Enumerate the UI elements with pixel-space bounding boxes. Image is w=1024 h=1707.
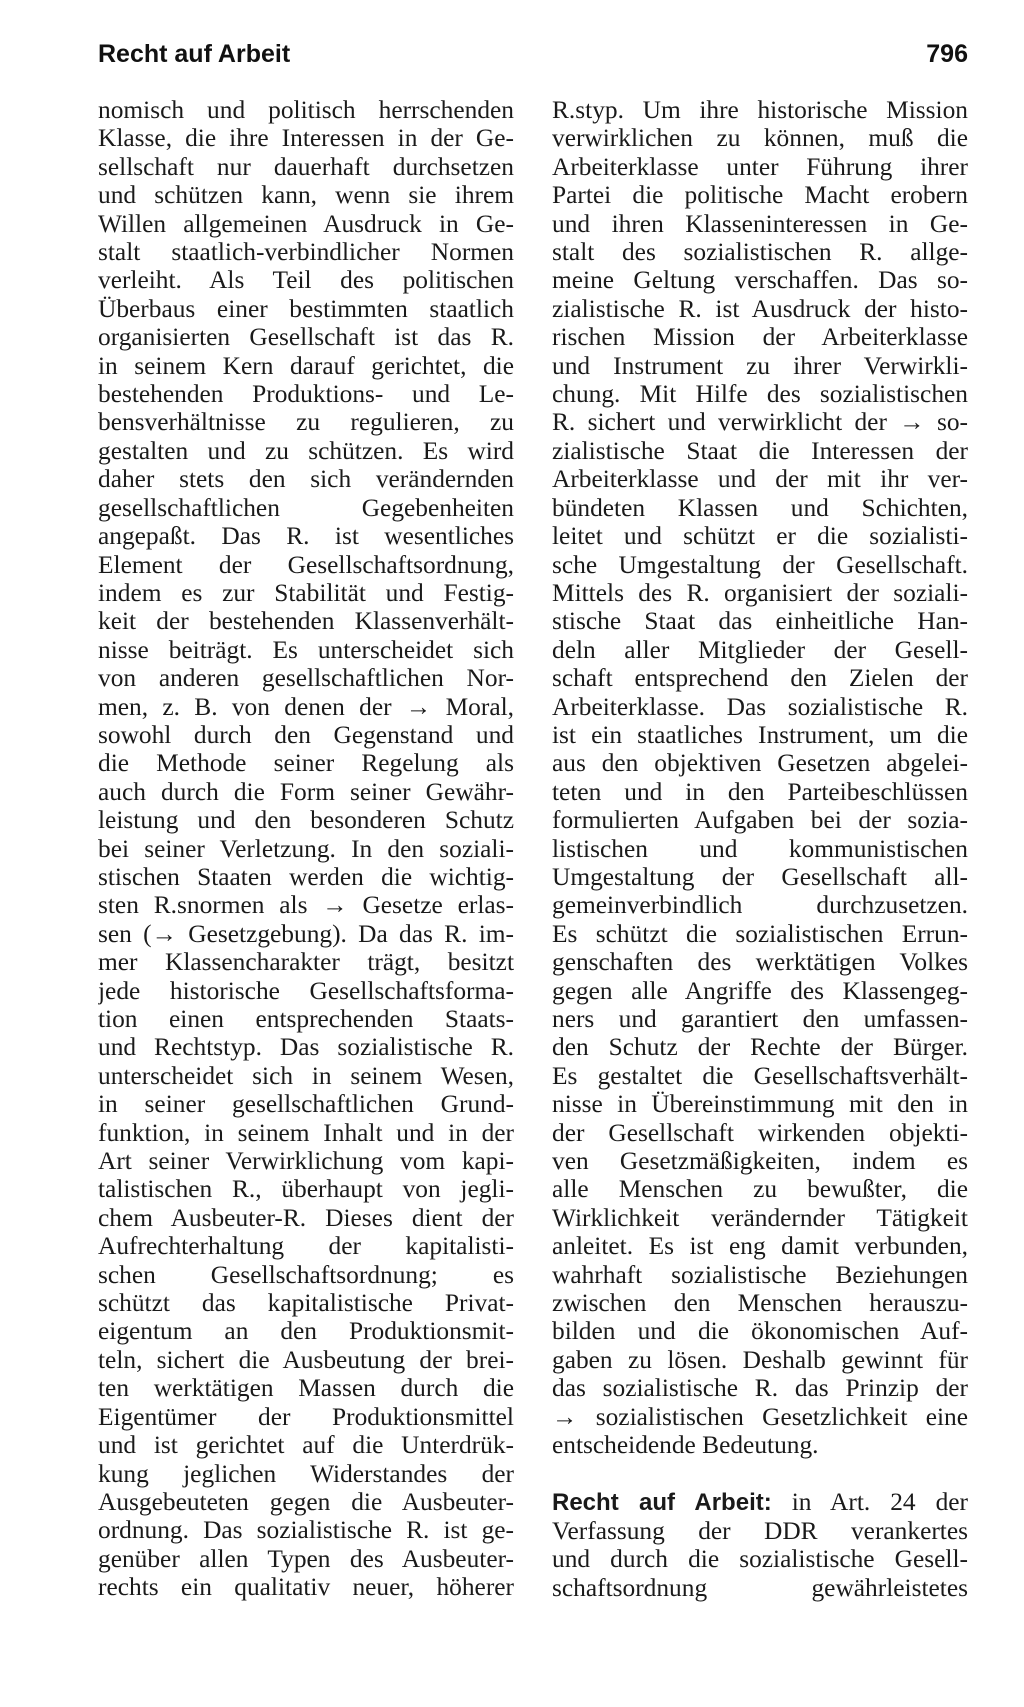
text-line: sten R.snormen als → Gesetze erlas- <box>98 891 514 920</box>
text-line: die Methode seiner Regelung als <box>98 749 514 778</box>
text-line: und Rechtstyp. Das sozialistische R. <box>98 1033 514 1062</box>
text-line: nisse in Übereinstimmung mit den in <box>552 1090 968 1119</box>
text-line: ist ein staatliches Instrument, um die <box>552 720 968 749</box>
text-line: verleiht. Als Teil des politischen <box>98 266 514 295</box>
text-line: auch durch die Form seiner Gewähr- <box>98 777 514 806</box>
right-column-text <box>552 96 968 1460</box>
right-column <box>552 96 968 1602</box>
text-line: meine Geltung verschaffen. Das so- <box>552 266 968 295</box>
text-line: stische Staat das einheitliche Han- <box>552 607 968 636</box>
text-line: indem es zur Stabilität und Festig- <box>98 578 514 607</box>
text-line: organisierten Gesellschaft ist das R. <box>98 323 514 352</box>
text-line: alle Menschen zu bewußter, die <box>552 1175 968 1204</box>
text-line: chung. Mit Hilfe des sozialistischen <box>552 380 968 409</box>
text-line: angepaßt. Das R. ist wesentliches <box>98 522 514 551</box>
text-line: eigentum an den Produktionsmit- <box>98 1317 514 1346</box>
text-line: zwischen den Menschen herauszu- <box>552 1289 968 1318</box>
text-line: sellschaft nur dauerhaft durchsetzen <box>98 152 514 181</box>
text-line: nomisch und politisch herrschenden <box>98 96 514 124</box>
text-line: gaben zu lösen. Deshalb gewinnt für <box>552 1345 968 1374</box>
text-line: mer Klassencharakter trägt, besitzt <box>98 948 514 977</box>
entry-first-line <box>552 1488 968 1517</box>
text-line: anleitet. Es ist eng damit verbunden, <box>552 1232 968 1261</box>
text-line: bensverhältnisse zu regulieren, zu <box>98 408 514 437</box>
text-line: ven Gesetzmäßigkeiten, indem es <box>552 1147 968 1176</box>
text-line: Art seiner Verwirklichung vom kapi- <box>98 1147 514 1176</box>
text-line: Überbaus einer bestimmten staatlich <box>98 294 514 323</box>
text-line: kung jeglichen Widerstandes der <box>98 1459 514 1488</box>
text-line: bilden und die ökonomischen Auf- <box>552 1317 968 1346</box>
entry-line: Verfassung der DDR verankertes <box>552 1516 968 1545</box>
text-line: stischen Staaten werden die wichtig- <box>98 862 514 891</box>
text-line: bündeten Klassen und Schichten, <box>552 493 968 522</box>
text-line: ordnung. Das sozialistische R. ist ge- <box>98 1516 514 1545</box>
entry-text: in Art. 24 der <box>771 1487 968 1516</box>
text-line: funktion, in seinem Inhalt und in der <box>98 1118 514 1147</box>
text-line: Eigentümer der Produktionsmittel <box>98 1402 514 1431</box>
text-line: bestehenden Produktions- und Le- <box>98 380 514 409</box>
text-line: von anderen gesellschaftlichen Nor- <box>98 664 514 693</box>
entry-term: Recht auf Arbeit: <box>552 1488 772 1516</box>
text-line: gesellschaftlichen Gegebenheiten <box>98 493 514 522</box>
text-line: gegen alle Angriffe des Klassengeg- <box>552 976 968 1005</box>
text-line: zialistische Staat die Interessen der <box>552 436 968 465</box>
text-line: und schützen kann, wenn sie ihrem <box>98 181 514 210</box>
text-line: tion einen entsprechenden Staats- <box>98 1005 514 1033</box>
text-line: stalt staatlich-verbindlicher Normen <box>98 238 514 267</box>
text-line: formulierten Aufgaben bei der sozia- <box>552 806 968 835</box>
entry-gap <box>552 1460 968 1488</box>
text-line: daher stets den sich verändernden <box>98 465 514 494</box>
next-entry <box>552 1488 968 1603</box>
text-line: Aufrechterhaltung der kapitalisti- <box>98 1232 514 1261</box>
text-line: gemeinverbindlich durchzusetzen. <box>552 891 968 920</box>
text-line: in seinem Kern darauf gerichtet, die <box>98 351 514 380</box>
entry-line: schaftsordnung gewährleistetes <box>552 1573 968 1602</box>
text-line: rechts ein qualitativ neuer, höherer <box>98 1573 514 1602</box>
text-line: Ausgebeuteten gegen die Ausbeuter- <box>98 1487 514 1516</box>
text-line: schaft entsprechend den Zielen der <box>552 664 968 693</box>
text-line: schützt das kapitalistische Privat- <box>98 1289 514 1318</box>
entry-line: und durch die sozialistische Gesell- <box>552 1545 968 1574</box>
text-line: men, z. B. von denen der → Moral, <box>98 692 514 721</box>
text-line: unterscheidet sich in seinem Wesen, <box>98 1061 514 1090</box>
left-column <box>98 96 514 1602</box>
text-line: Es gestaltet die Gesellschaftsverhält- <box>552 1061 968 1090</box>
text-line: sche Umgestaltung der Gesellschaft. <box>552 550 968 579</box>
text-line: teln, sichert die Ausbeutung der brei- <box>98 1345 514 1374</box>
page-header <box>98 40 968 80</box>
text-line: Klasse, die ihre Interessen in der Ge- <box>98 124 514 153</box>
text-line: schen Gesellschaftsordnung; es <box>98 1260 514 1289</box>
text-line: deln aller Mitglieder der Gesell- <box>552 635 968 664</box>
text-line: Willen allgemeinen Ausdruck in Ge- <box>98 209 514 238</box>
text-line: rischen Mission der Arbeiterklasse <box>552 323 968 352</box>
running-head: Recht auf Arbeit <box>98 40 291 68</box>
text-line: Mittels des R. organisiert der soziali- <box>552 578 968 607</box>
text-line: genschaften des werktätigen Volkes <box>552 948 968 977</box>
text-line: R.styp. Um ihre historische Mission <box>552 96 968 124</box>
text-line: entscheidende Bedeutung. <box>552 1431 819 1460</box>
page-number: 796 <box>926 40 968 68</box>
text-line: keit der bestehenden Klassenverhält- <box>98 607 514 636</box>
text-line: in seiner gesellschaftlichen Grund- <box>98 1090 514 1119</box>
text-line: und ihren Klasseninteressen in Ge- <box>552 209 968 238</box>
text-line: und Instrument zu ihrer Verwirkli- <box>552 351 968 380</box>
text-line: Arbeiterklasse und der mit ihr ver- <box>552 465 968 494</box>
text-line: Element der Gesellschaftsordnung, <box>98 550 514 579</box>
text-line: sowohl durch den Gegenstand und <box>98 720 514 749</box>
text-line: zialistische R. ist Ausdruck der histo- <box>552 294 968 323</box>
text-line: und ist gerichtet auf die Unterdrük- <box>98 1431 514 1460</box>
text-line: ten werktätigen Massen durch die <box>98 1374 514 1403</box>
text-line: talistischen R., überhaupt von jegli- <box>98 1175 514 1204</box>
text-line: chem Ausbeuter-R. Dieses dient der <box>98 1203 514 1232</box>
text-line: jede historische Gesellschaftsforma- <box>98 976 514 1005</box>
text-line: wahrhaft sozialistische Beziehungen <box>552 1260 968 1289</box>
text-line: stalt des sozialistischen R. allge- <box>552 238 968 267</box>
text-line: der Gesellschaft wirkenden objekti- <box>552 1118 968 1147</box>
text-line: den Schutz der Rechte der Bürger. <box>552 1033 968 1062</box>
text-line: R. sichert und verwirklicht der → so- <box>552 408 968 437</box>
text-line: Wirklichkeit verändernder Tätigkeit <box>552 1203 968 1232</box>
text-line: → sozialistischen Gesetzlichkeit eine <box>552 1402 968 1431</box>
text-line: nisse beiträgt. Es unterscheidet sich <box>98 635 514 664</box>
text-line: teten und in den Parteibeschlüssen <box>552 777 968 806</box>
text-line: Partei die politische Macht erobern <box>552 181 968 210</box>
text-line: Es schützt die sozialistischen Errun- <box>552 919 968 948</box>
text-line: leitet und schützt er die sozialisti- <box>552 522 968 551</box>
text-line: das sozialistische R. das Prinzip der <box>552 1374 968 1403</box>
text-line: Umgestaltung der Gesellschaft all- <box>552 862 968 891</box>
text-line: aus den objektiven Gesetzen abgelei- <box>552 749 968 778</box>
text-line: listischen und kommunistischen <box>552 834 968 863</box>
text-line: genüber allen Typen des Ausbeuter- <box>98 1544 514 1573</box>
text-line: gestalten und zu schützen. Es wird <box>98 436 514 465</box>
text-line: verwirklichen zu können, muß die <box>552 124 968 153</box>
text-line: leistung und den besonderen Schutz <box>98 806 514 835</box>
text-line: sen (→ Gesetzgebung). Da das R. im- <box>98 919 514 948</box>
text-line: bei seiner Verletzung. In den soziali- <box>98 834 514 863</box>
text-line: Arbeiterklasse. Das sozialistische R. <box>552 692 968 721</box>
text-line: ners und garantiert den umfassen- <box>552 1005 968 1033</box>
text-line: Arbeiterklasse unter Führung ihrer <box>552 152 968 181</box>
